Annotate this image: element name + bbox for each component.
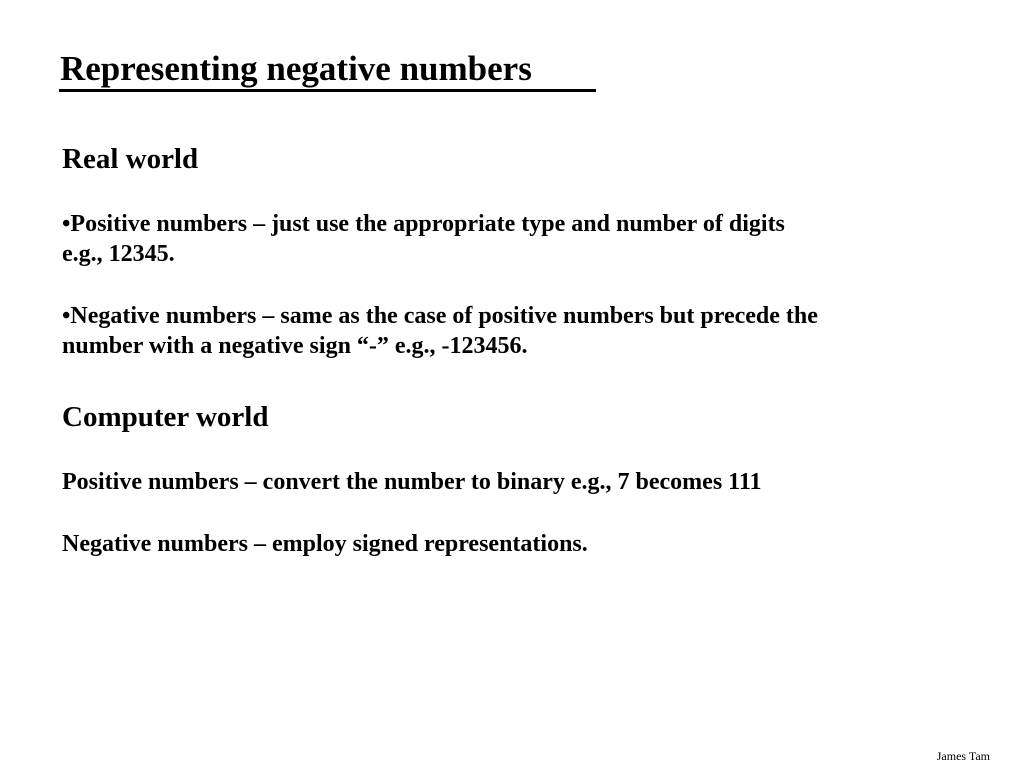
section-heading-computer-world: Computer world [62, 401, 269, 433]
bullet-marker: • [62, 211, 71, 237]
bullet-positive-numbers [62, 209, 982, 269]
bullet-text-line: Negative numbers – same as the case of positive numbers but precede the [70, 303, 818, 329]
title-underline [59, 89, 596, 92]
bullet-text-line: Positive numbers – just use the appropriate type and number of digits [70, 211, 785, 237]
paragraph-negative-signed: Negative numbers – employ signed representations. [62, 531, 588, 557]
bullet-negative-numbers [62, 301, 982, 361]
bullet-marker: • [62, 303, 71, 329]
bullet-text-line: e.g., 12345. [62, 241, 175, 267]
paragraph-positive-binary: Positive numbers – convert the number to binary e.g., 7 becomes 111 [62, 469, 762, 495]
bullet-text-line: number with a negative sign “-” e.g., -123456. [62, 333, 528, 359]
footer-author: James Tam [936, 749, 990, 763]
slide-title: Representing negative numbers [60, 49, 532, 88]
section-heading-real-world: Real world [62, 143, 199, 175]
